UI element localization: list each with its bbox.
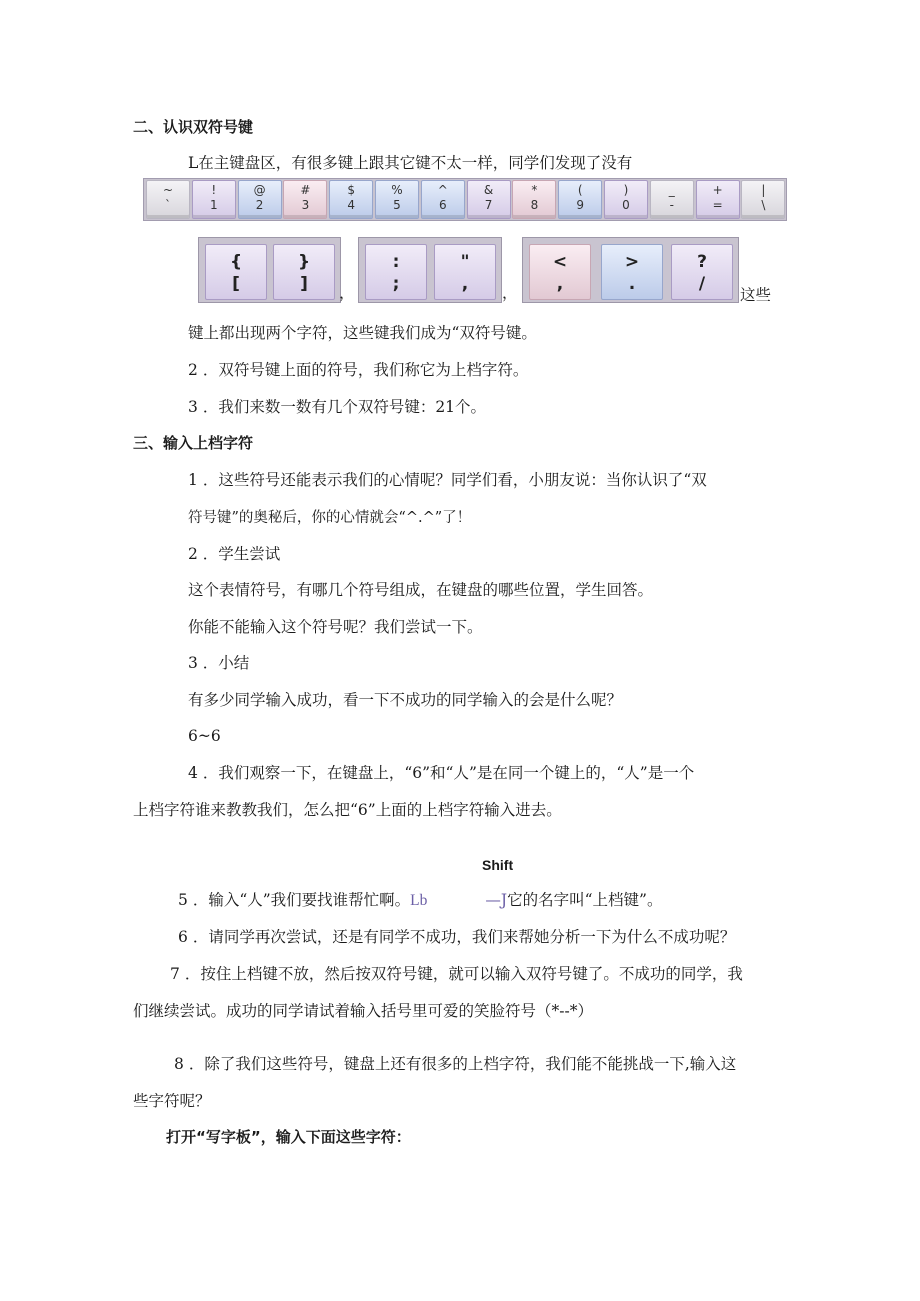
- key-lower-symbol: 9: [576, 198, 584, 212]
- list-item-7: 7 ．按住上档键不放，然后按双符号键，就可以输入双符号键了。不成功的同学，我: [170, 965, 743, 983]
- paragraph: 你能不能输入这个符号呢？我们尝试一下。: [188, 618, 483, 636]
- key: [696, 180, 740, 219]
- key-quote: " ,: [434, 244, 496, 300]
- list-item-4: 4 ．我们观察一下，在键盘上，“6”和“人”是在同一个键上的，“人”是一个: [188, 764, 695, 782]
- list-item-8: 8 ．除了我们这些符号，键盘上还有很多的上档字符，我们能不能挑战一下,输入这: [174, 1055, 737, 1073]
- key: [650, 180, 694, 219]
- paragraph: 这个表情符号，有哪几个符号组成，在键盘的哪些位置，学生回答。: [188, 581, 654, 599]
- key: [238, 180, 282, 219]
- key-lower-symbol: -: [669, 198, 674, 212]
- key-lower-symbol: 1: [209, 198, 218, 212]
- key: [512, 180, 556, 219]
- key-lower-symbol: =: [712, 198, 723, 212]
- text-zhexie: 这些: [740, 286, 772, 304]
- instruction-line: 打开“写字板”，输入下面这些字符：: [166, 1128, 411, 1146]
- list-item-2: 2 ．双符号键上面的符号，我们称它为上档字符。: [188, 361, 529, 379]
- list-item-2: 2 ．学生尝试: [188, 545, 281, 563]
- key: [604, 180, 648, 219]
- key: [741, 180, 785, 219]
- shift-label: Shift: [482, 857, 514, 873]
- key-lower-symbol: 8: [530, 198, 539, 212]
- angle-question-keys-image: [522, 237, 739, 303]
- paragraph: 有多少同学输入成功，看一下不成功的同学输入的会是什么呢？: [188, 691, 623, 709]
- key-lower-symbol: 4: [347, 198, 355, 212]
- key-upper-symbol: +: [712, 183, 723, 197]
- key-lower-symbol: 7: [484, 198, 493, 212]
- key: [146, 180, 190, 219]
- key-upper-symbol: ~: [162, 183, 174, 197]
- key: [329, 180, 373, 219]
- paragraph: 6~6: [188, 727, 221, 745]
- list-item-6: 6 ．请同学再次尝试，还是有同学不成功，我们来帮她分析一下为什么不成功呢？: [178, 928, 736, 946]
- comma: ，: [502, 284, 518, 302]
- key: [421, 180, 465, 219]
- key-brace-open: { [: [205, 244, 267, 300]
- key-lower-symbol: 5: [393, 198, 401, 212]
- key-upper-symbol: _: [668, 183, 675, 197]
- key-brace-close: } ]: [273, 244, 335, 300]
- paragraph: 们继续尝试。成功的同学请试着输入括号里可爱的笑脸符号（*--*）: [133, 1002, 593, 1020]
- paragraph: L在主键盘区，有很多键上跟其它键不太一样，同学们发现了没有: [188, 154, 633, 172]
- key-lower-symbol: \: [761, 198, 766, 212]
- section-heading: 三、输入上档字符: [133, 434, 254, 452]
- list-item-1: 1 ．这些符号还能表示我们的心情呢？同学们看，小朋友说：当你认识了“双: [188, 471, 707, 489]
- section-heading: 二、认识双符号键: [133, 118, 254, 136]
- key-upper-symbol: ): [623, 183, 629, 197]
- list-item-5: 5 ．输入“人”我们要找谁帮忙啊。Lb —J它的名字叫“上档键”。: [178, 891, 663, 909]
- key-less-than: < ,: [529, 244, 591, 300]
- key-upper-symbol: !: [211, 183, 217, 197]
- key-lower-symbol: 2: [255, 198, 264, 212]
- key-question: ? /: [671, 244, 733, 300]
- key-upper-symbol: @: [253, 183, 266, 197]
- key-colon: : ;: [365, 244, 427, 300]
- paragraph: 上档字符谁来教教我们，怎么把“6”上面的上档字符输入进去。: [133, 801, 562, 819]
- key-lower-symbol: `: [165, 198, 171, 212]
- brace-keys-image: [198, 237, 341, 303]
- key: [467, 180, 511, 219]
- paragraph: 符号键”的奥秘后，你的心情就会“^.^”了！: [188, 510, 472, 526]
- key-upper-symbol: %: [391, 183, 403, 197]
- key-upper-symbol: |: [761, 183, 766, 197]
- paragraph: 键上都出现两个字符，这些键我们成为“双符号键。: [188, 324, 537, 342]
- colon-quote-keys-image: [358, 237, 502, 303]
- key-upper-symbol: *: [531, 183, 538, 197]
- list-item-3: 3 ．我们来数一数有几个双符号键：21个。: [188, 398, 487, 416]
- key: [192, 180, 236, 219]
- key: [375, 180, 419, 219]
- key-lower-symbol: 0: [622, 198, 630, 212]
- key: [283, 180, 327, 219]
- key-lower-symbol: 3: [301, 198, 310, 212]
- key-upper-symbol: $: [347, 183, 355, 197]
- key: [558, 180, 602, 219]
- key-upper-symbol: (: [577, 183, 583, 197]
- list-item-3: 3 ．小结: [188, 654, 250, 672]
- comma: ，: [339, 284, 355, 302]
- key-greater-than: > .: [601, 244, 663, 300]
- key-upper-symbol: #: [300, 183, 311, 197]
- key-lower-symbol: 6: [438, 198, 447, 212]
- key-upper-symbol: &: [483, 183, 494, 197]
- paragraph: 些字符呢？: [133, 1092, 211, 1110]
- key-upper-symbol: ^: [437, 183, 448, 197]
